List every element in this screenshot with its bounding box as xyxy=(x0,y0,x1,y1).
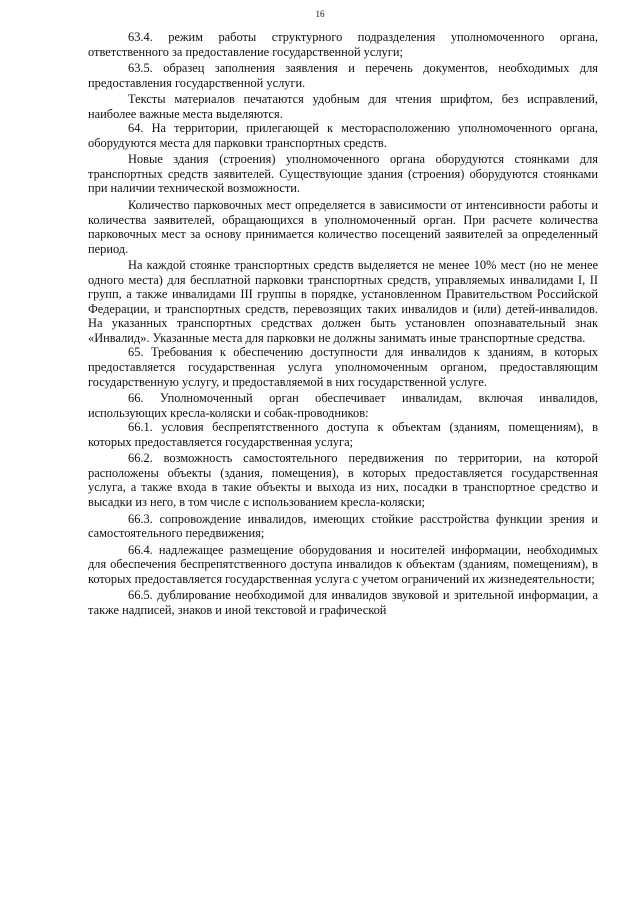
paragraph-63-5: 63.5. образец заполнения заявления и перечень документов, необходимых для предоставления государственной услуги. xyxy=(88,61,598,90)
paragraph-66-3: 66.3. сопровождение инвалидов, имеющих стойкие расстройства функции зрения и самостоятельного передвижения; xyxy=(88,511,598,541)
paragraph-63-4: 63.4. режим работы структурного подразделения уполномоченного органа, ответственного за предоставление государственной услуги; xyxy=(88,30,598,59)
page-number: 16 xyxy=(315,9,325,19)
paragraph-materials-text: Тексты материалов печатаются удобным для чтения шрифтом, без исправлений, наиболее важные места выделяются. xyxy=(88,92,598,121)
paragraph-65: 65. Требования к обеспечению доступности для инвалидов к зданиям, в которых предоставляется государственная услуга уполномоченным органом, предоставляющим государственную услугу, и предоставляемой в них государственной услуге. xyxy=(88,345,598,389)
paragraph-66: 66. Уполномоченный орган обеспечивает инвалидам, включая инвалидов, использующих кресла-коляски и собак-проводников: xyxy=(88,391,598,420)
paragraph-64: 64. На территории, прилегающей к месторасположению уполномоченного органа, оборудуются места для парковки транспортных средств. xyxy=(88,121,598,150)
paragraph-66-5: 66.5. дублирование необходимой для инвалидов звуковой и зрительной информации, а также надписей, знаков и иной текстовой и графической xyxy=(88,588,598,617)
paragraph-66-4: 66.4. надлежащее размещение оборудования и носителей информации, необходимых для обеспечения беспрепятственного доступа инвалидов к объектам (зданиям, помещениям), в которых предоставляется государственная услуга с учетом ограничений их жизнедеятельности; xyxy=(88,542,598,586)
document-body xyxy=(88,30,598,617)
paragraph-new-buildings: Новые здания (строения) уполномоченного органа оборудуются стоянками для транспортных средств заявителей. Существующие здания (строения) оборудуются стоянками при наличии технической возможности. xyxy=(88,152,598,196)
paragraph-66-1: 66.1. условия беспрепятственного доступа к объектам (зданиям, помещениям), в которых предоставляется государственная услуга; xyxy=(88,420,598,449)
paragraph-66-2: 66.2. возможность самостоятельного передвижения по территории, на которой расположены объекты (здания, помещения), в которых предоставляется государственная услуга, а также входа в такие объекты и выхода из них, посадки в транспортное средство и высадки из него, в том числе с использованием кресла-коляски; xyxy=(88,451,598,509)
paragraph-disabled-parking: На каждой стоянке транспортных средств выделяется не менее 10% мест (но не менее одного места) для бесплатной парковки транспортных средств, управляемых инвалидами I, II групп, а также инвалидами III группы в порядке, установленном Правительством Российской Федерации, и транспортных средств, перевозящих таких инвалидов и (или) детей-инвалидов. На указанных транспортных средствах должен быть установлен опознавательный знак «Инвалид». Указанные места для парковки не должны занимать иные транспортные средства. xyxy=(88,258,598,345)
paragraph-parking-count: Количество парковочных мест определяется в зависимости от интенсивности работы и количества заявителей, обращающихся в уполномоченный орган. При расчете количества парковочных мест за основу принимается количество посещений заявителей за определенный период. xyxy=(88,198,598,256)
